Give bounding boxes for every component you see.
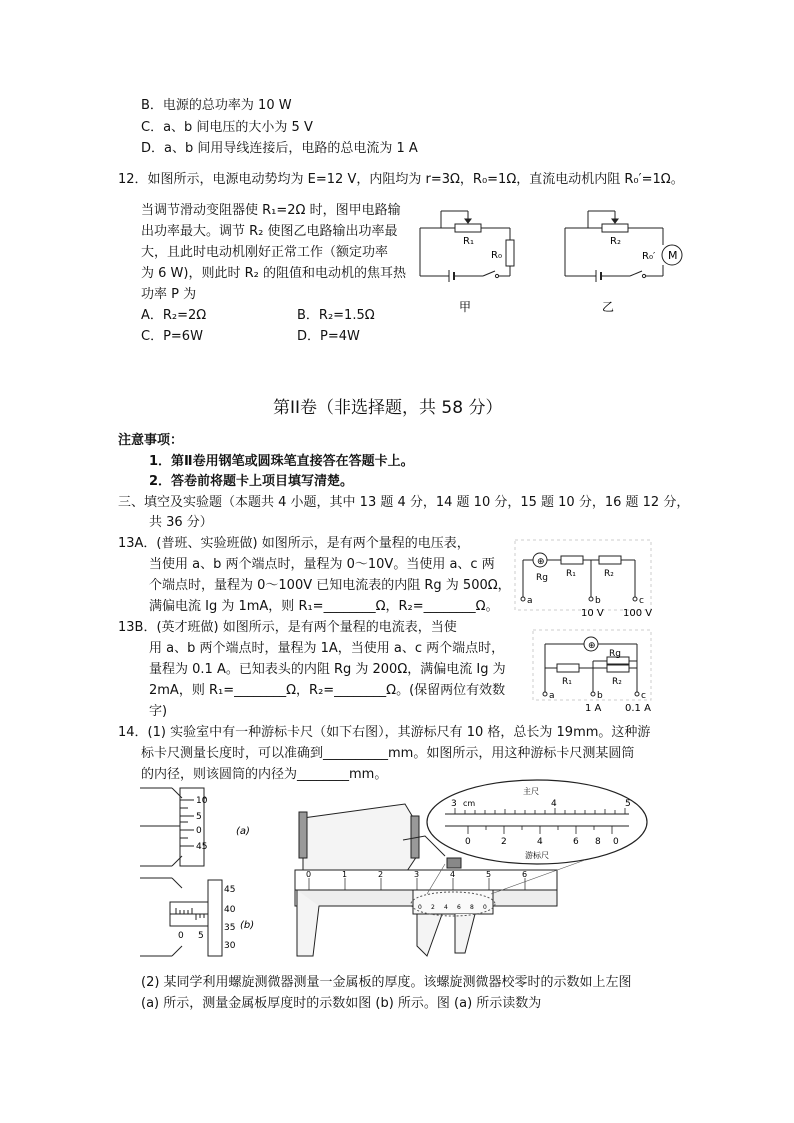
q13b-line: 量程为 0.1 A。已知表头的内阻 Rg 为 200Ω，满偏电流 Ig 为: [149, 662, 506, 677]
vernier-num: 6: [457, 904, 461, 911]
micrometer-b: [140, 876, 280, 960]
q12-line: 大，且此时电动机刚好正常工作（额定功率: [141, 245, 389, 260]
main-num: 6: [522, 870, 528, 879]
q13a-line: 当使用 a、b 两个端点时，量程为 0～10V。当使用 a、c 两: [149, 557, 495, 572]
tick-label: 35: [224, 923, 236, 933]
tick-label: 10: [196, 796, 208, 806]
q13a-line: 个端点时，量程为 0～100V 已知电流表的内阻 Rg 为 500Ω，: [149, 578, 511, 593]
q14-part2-line: (a) 所示，测量金属板厚度时的示数如图 (b) 所示。图 (a) 所示读数为: [141, 996, 542, 1011]
zoom-main-label: 主尺: [523, 787, 539, 796]
q13b-line: 13B．(英才班做) 如图所示，是有两个量程的电流表，当使: [118, 620, 457, 635]
q13b-line: 用 a、b 两个端点时，量程为 1A，当使用 a、c 两个端点时，: [149, 641, 505, 656]
knob-icon: [447, 858, 461, 868]
label-r2: R₂: [612, 677, 622, 687]
label-rg: Rg: [609, 649, 621, 659]
q14-line: 标卡尺测量长度时，可以准确到__________mm。如图所示，用这种游标卡尺测某圆筒: [141, 746, 635, 761]
tick-label: 40: [224, 905, 236, 915]
q13a-line: 满偏电流 Ig 为 1mA，则 R₁=________Ω，R₂=________Ω。: [149, 599, 499, 614]
zoom-main-unit: cm: [463, 799, 476, 808]
vernier-num: 8: [470, 904, 474, 911]
terminal-c: c: [641, 691, 646, 701]
q13b-line: 2mA，则 R₁=________Ω，R₂=________Ω。(保留两位有效数: [149, 683, 506, 698]
tick-label: 30: [224, 941, 236, 951]
tube: [299, 804, 445, 874]
figure-label-b: (b): [240, 920, 255, 931]
main-num: 0: [306, 870, 312, 879]
zoom-vernier-num: 8: [595, 837, 601, 847]
main-num: 2: [378, 870, 384, 879]
vernier-num: 0: [483, 904, 487, 911]
ammeter-diagram: [533, 630, 663, 714]
zoom-vernier-label: 游标尺: [525, 851, 549, 860]
vernier-caliper-figure: [285, 778, 655, 963]
sleeve-label: 0: [178, 931, 184, 941]
main-num: 1: [342, 870, 348, 879]
terminal-a: a: [527, 596, 533, 606]
tick-label: 5: [196, 812, 202, 822]
thimble-ticks-a: [180, 800, 194, 846]
label-r2: R₂: [610, 236, 621, 247]
micrometer-a: [140, 786, 280, 870]
q13b-line: 字): [149, 704, 168, 719]
label-r2: R₂: [604, 569, 614, 579]
figure-label-a: (a): [236, 826, 250, 837]
svg-text:⊕: ⊕: [537, 557, 545, 567]
motor-label: M: [668, 249, 678, 262]
q11-option-c: C．a、b 间电压的大小为 5 V: [141, 120, 313, 135]
notice-item: 1．第Ⅱ卷用钢笔或圆珠笔直接答在答题卡上。: [149, 454, 414, 469]
range-0-1a: 0.1 A: [625, 703, 651, 714]
zoom-vernier-num: 4: [537, 837, 543, 847]
zoom-vernier-num: 0: [613, 837, 619, 847]
main-num: 3: [414, 870, 420, 879]
label-r1: R₁: [566, 569, 576, 579]
q14-part2-line: (2) 某同学利用螺旋测微器测量一金属板的厚度。该螺旋测微器校零时的示数如上左图: [141, 975, 632, 990]
q12-line: 当调节滑动变阻器使 R₁=2Ω 时，图甲电路输: [141, 203, 401, 218]
zoom-vernier-num: 6: [573, 837, 579, 847]
part3-heading: 三、填空及实验题（本题共 4 小题，其中 13 题 4 分，14 题 10 分，15 题 10 分，16 题 12 分，: [118, 495, 690, 510]
zoom-main-num: 5: [625, 799, 631, 809]
caption-yi: 乙: [602, 300, 615, 314]
terminal-b: b: [595, 596, 601, 606]
section-title: 第II卷（非选择题，共 58 分）: [273, 398, 503, 418]
range-100v: 100 V: [623, 608, 653, 619]
q11-option-d: D．a、b 间用导线连接后，电路的总电流为 1 A: [141, 141, 418, 156]
q12-option-b: B．R₂=1.5Ω: [297, 308, 375, 323]
range-1a: 1 A: [585, 703, 602, 714]
q12-line: 出功率最大。调节 R₂ 使图乙电路输出功率最: [141, 224, 398, 239]
q11-option-b: B．电源的总功率为 10 W: [141, 98, 292, 113]
tick-label: 45: [196, 842, 208, 852]
vernier-num: 0: [418, 904, 422, 911]
caption-jia: 甲: [459, 300, 472, 314]
q14-line: 的内径，则该圆筒的内径为________mm。: [141, 767, 388, 782]
vernier-num: 4: [444, 904, 448, 911]
label-rg: Rg: [536, 573, 548, 583]
circuit-diagram-yi: [560, 208, 690, 318]
main-num: 5: [486, 870, 492, 879]
notice-title: 注意事项：: [118, 433, 184, 448]
label-r1: R₁: [562, 677, 572, 687]
range-10v: 10 V: [581, 608, 604, 619]
zoom-main-num: 3: [451, 799, 457, 809]
zoom-main-num: 4: [551, 799, 557, 809]
zoom-vernier-num: 2: [501, 837, 507, 847]
q12-option-c: C．P=6W: [141, 329, 203, 344]
label-r1: R₁: [463, 236, 474, 247]
main-num: 4: [450, 870, 456, 879]
svg-text:⊕: ⊕: [588, 641, 596, 651]
vernier-num: 2: [431, 904, 435, 911]
circuit-diagram-jia: [415, 208, 525, 318]
voltmeter-diagram: [515, 540, 665, 620]
terminal-c: c: [639, 596, 644, 606]
sleeve-label: 5: [198, 931, 204, 941]
tick-label: 45: [224, 885, 236, 895]
q12-option-d: D．P=4W: [297, 329, 360, 344]
q12-stem: 12．如图所示，电源电动势均为 E=12 V，内阻均为 r=3Ω，R₀=1Ω，直流电动机内阻 R₀′=1Ω。: [118, 172, 684, 187]
q12-option-a: A．R₂=2Ω: [141, 308, 207, 323]
zoom-vernier-num: 0: [465, 837, 471, 847]
notice-item: 2．答卷前将题卡上项目填写清楚。: [149, 474, 354, 489]
q14-line: 14．(1) 实验室中有一种游标卡尺（如下右图），其游标尺有 10 格，总长为 19mm。这种游: [118, 725, 651, 740]
label-r0p: R₀′: [642, 251, 656, 262]
q12-line: 为 6 W)，则此时 R₂ 的阻值和电动机的焦耳热: [141, 266, 406, 281]
part3-heading-cont: 共 36 分）: [149, 515, 213, 530]
terminal-b: b: [597, 691, 603, 701]
terminal-a: a: [549, 691, 555, 701]
tick-label: 0: [196, 826, 202, 836]
q13a-line: 13A．(普班、实验班做) 如图所示，是有两个量程的电压表，: [118, 536, 470, 551]
label-r0: R₀: [491, 250, 502, 261]
q12-line: 功率 P 为: [141, 287, 197, 302]
